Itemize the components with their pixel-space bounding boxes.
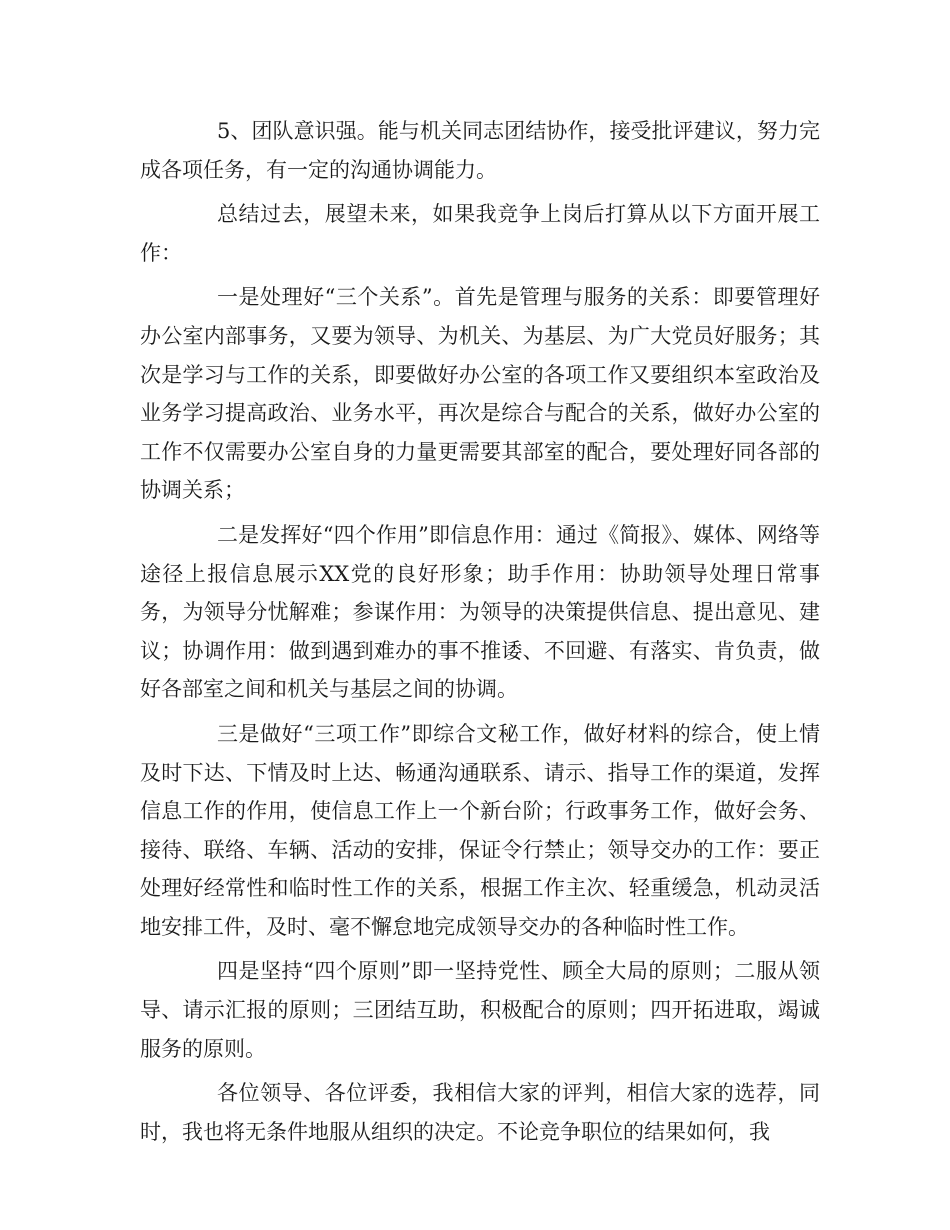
paragraph-team-awareness: 5、团队意识强。能与机关同志团结协作，接受批评建议，努力完成各项任务，有一定的沟通协调能力。 xyxy=(140,119,820,182)
paragraph-summary-intro: 总结过去，展望未来，如果我竞争上岗后打算从以下方面开展工作： xyxy=(140,202,820,265)
paragraph-closing: 各位领导、各位评委，我相信大家的评判，相信大家的选荐，同时，我也将无条件地服从组织的决定。不论竞争职位的结果如何，我 xyxy=(140,1081,820,1144)
paragraph-four-roles: 二是发挥好“四个作用”即信息作用：通过《简报》、媒体、网络等途径上报信息展示XX党的良好形象；助手作用：协助领导处理日常事务，为领导分忧解难；参谋作用：为领导的决策提供信息、提出意见、建议；协调作用：做到遇到难办的事不推诿、不回避、有落实、肯负责，做好各部室之间和机关与基层之间的协调。 xyxy=(140,522,820,702)
paragraph-four-principles: 四是坚持“四个原则”即一坚持党性、顾全大局的原则；二服从领导、请示汇报的原则；三团结互助，积极配合的原则；四开拓进取，竭诚服务的原则。 xyxy=(140,959,820,1061)
document-body xyxy=(140,112,820,1157)
paragraph-three-tasks: 三是做好“三项工作”即综合文秘工作，做好材料的综合，使上情及时下达、下情及时上达、畅通沟通联系、请示、指导工作的渠道，发挥信息工作的作用，使信息工作上一个新台阶；行政事务工作，做好会务、接待、联络、车辆、活动的安排，保证令行禁止；领导交办的工作：要正处理好经常性和临时性工作的关系，根据工作主次、轻重缓急，机动灵活地安排工件，及时、毫不懈怠地完成领导交办的各种临时性工作。 xyxy=(140,721,820,939)
paragraph-three-relations: 一是处理好“三个关系”。首先是管理与服务的关系：即要管理好办公室内部事务，又要为领导、为机关、为基层、为广大党员好服务；其次是学习与工作的关系，即要做好办公室的各项工作又要组织本室政治及业务学习提高政治、业务水平，再次是综合与配合的关系，做好办公室的工作不仅需要办公室自身的力量更需要其部室的配合，要处理好同各部的协调关系； xyxy=(140,285,820,503)
